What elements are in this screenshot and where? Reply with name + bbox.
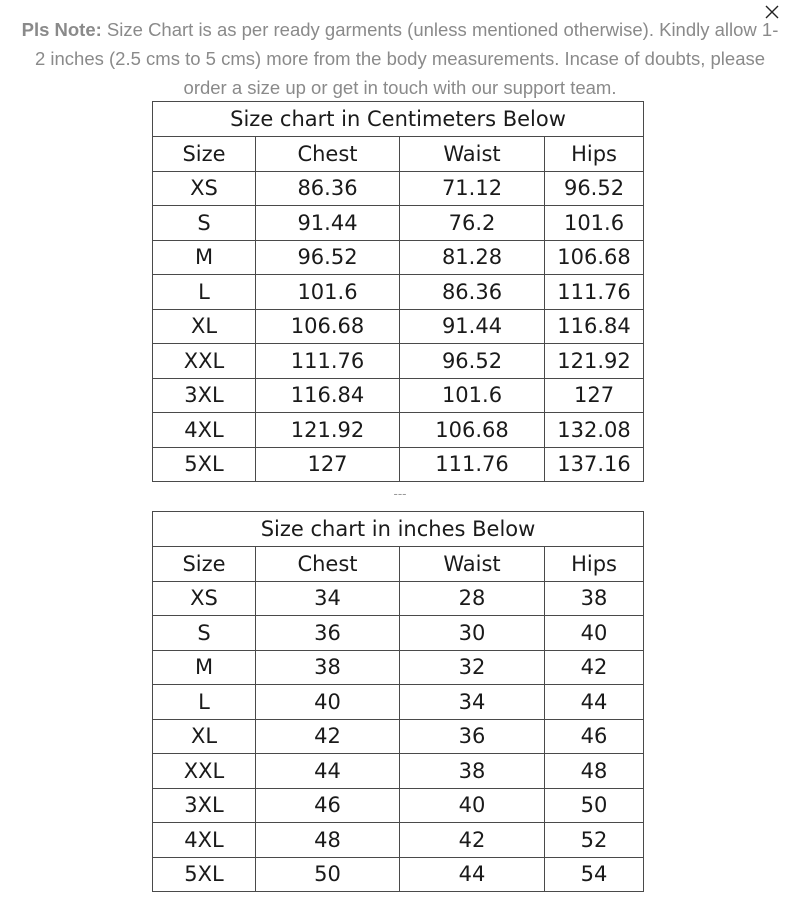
cell-size: L bbox=[153, 275, 256, 310]
cell-chest: 50 bbox=[256, 857, 400, 892]
cell-hips: 132.08 bbox=[545, 413, 644, 448]
cell-waist: 86.36 bbox=[400, 275, 545, 310]
cell-hips: 101.6 bbox=[545, 206, 644, 241]
cell-hips: 106.68 bbox=[545, 240, 644, 275]
cell-size: XXL bbox=[153, 344, 256, 379]
header-row bbox=[153, 547, 644, 582]
cell-hips: 52 bbox=[545, 823, 644, 858]
cell-waist: 81.28 bbox=[400, 240, 545, 275]
cell-chest: 106.68 bbox=[256, 309, 400, 344]
size-chart-inches bbox=[152, 511, 644, 892]
cell-waist: 96.52 bbox=[400, 344, 545, 379]
cell-waist: 36 bbox=[400, 719, 545, 754]
cell-chest: 86.36 bbox=[256, 171, 400, 206]
table-row bbox=[153, 788, 644, 823]
cell-chest: 116.84 bbox=[256, 378, 400, 413]
cell-hips: 96.52 bbox=[545, 171, 644, 206]
cell-size: S bbox=[153, 616, 256, 651]
cell-size: 5XL bbox=[153, 447, 256, 482]
cell-hips: 116.84 bbox=[545, 309, 644, 344]
cell-size: S bbox=[153, 206, 256, 241]
table-row bbox=[153, 378, 644, 413]
column-header-hips: Hips bbox=[545, 137, 644, 172]
column-header-chest: Chest bbox=[256, 547, 400, 582]
cell-hips: 50 bbox=[545, 788, 644, 823]
cell-size: 4XL bbox=[153, 413, 256, 448]
table-row bbox=[153, 447, 644, 482]
separator: --- bbox=[393, 486, 407, 501]
cell-hips: 54 bbox=[545, 857, 644, 892]
cell-hips: 40 bbox=[545, 616, 644, 651]
cell-size: 4XL bbox=[153, 823, 256, 858]
cell-chest: 36 bbox=[256, 616, 400, 651]
cell-size: XL bbox=[153, 719, 256, 754]
note-text: Size Chart is as per ready garments (unless mentioned otherwise). Kindly allow 1-2 inches (2.5 cms to 5 cms) more from the body measurements. Incase of doubts, please order a size up or get in touch with our support team. bbox=[34, 19, 779, 98]
table-row bbox=[153, 206, 644, 241]
cell-size: XS bbox=[153, 171, 256, 206]
table-row bbox=[153, 344, 644, 379]
cell-hips: 137.16 bbox=[545, 447, 644, 482]
cell-waist: 71.12 bbox=[400, 171, 545, 206]
cell-hips: 121.92 bbox=[545, 344, 644, 379]
cell-waist: 34 bbox=[400, 685, 545, 720]
cell-chest: 96.52 bbox=[256, 240, 400, 275]
cell-size: M bbox=[153, 240, 256, 275]
cell-size: L bbox=[153, 685, 256, 720]
cell-chest: 48 bbox=[256, 823, 400, 858]
cell-chest: 46 bbox=[256, 788, 400, 823]
column-header-size: Size bbox=[153, 137, 256, 172]
cell-size: 3XL bbox=[153, 378, 256, 413]
table-row bbox=[153, 754, 644, 789]
table-row bbox=[153, 240, 644, 275]
cell-size: XXL bbox=[153, 754, 256, 789]
cell-waist: 32 bbox=[400, 650, 545, 685]
cell-size: XL bbox=[153, 309, 256, 344]
cell-waist: 30 bbox=[400, 616, 545, 651]
table-row bbox=[153, 719, 644, 754]
cell-hips: 46 bbox=[545, 719, 644, 754]
cell-waist: 40 bbox=[400, 788, 545, 823]
cell-waist: 42 bbox=[400, 823, 545, 858]
table-row bbox=[153, 823, 644, 858]
cell-waist: 101.6 bbox=[400, 378, 545, 413]
cell-size: XS bbox=[153, 581, 256, 616]
cell-size: M bbox=[153, 650, 256, 685]
column-header-chest: Chest bbox=[256, 137, 400, 172]
size-note bbox=[20, 15, 780, 102]
cell-chest: 111.76 bbox=[256, 344, 400, 379]
header-row bbox=[153, 137, 644, 172]
table-row bbox=[153, 616, 644, 651]
cell-chest: 127 bbox=[256, 447, 400, 482]
cell-hips: 111.76 bbox=[545, 275, 644, 310]
table-row bbox=[153, 309, 644, 344]
column-header-waist: Waist bbox=[400, 137, 545, 172]
cell-waist: 28 bbox=[400, 581, 545, 616]
cell-size: 5XL bbox=[153, 857, 256, 892]
table-row bbox=[153, 581, 644, 616]
cell-waist: 38 bbox=[400, 754, 545, 789]
column-header-waist: Waist bbox=[400, 547, 545, 582]
cell-hips: 44 bbox=[545, 685, 644, 720]
cell-waist: 91.44 bbox=[400, 309, 545, 344]
size-chart-centimeters bbox=[152, 101, 644, 482]
cell-chest: 42 bbox=[256, 719, 400, 754]
table-row bbox=[153, 685, 644, 720]
cell-waist: 106.68 bbox=[400, 413, 545, 448]
cell-chest: 38 bbox=[256, 650, 400, 685]
cell-size: 3XL bbox=[153, 788, 256, 823]
cell-chest: 121.92 bbox=[256, 413, 400, 448]
cell-waist: 111.76 bbox=[400, 447, 545, 482]
chart-title: Size chart in Centimeters Below bbox=[153, 102, 644, 137]
table-row bbox=[153, 413, 644, 448]
cell-chest: 40 bbox=[256, 685, 400, 720]
table-row bbox=[153, 171, 644, 206]
cell-hips: 48 bbox=[545, 754, 644, 789]
cell-hips: 42 bbox=[545, 650, 644, 685]
chart-title: Size chart in inches Below bbox=[153, 512, 644, 547]
cell-chest: 44 bbox=[256, 754, 400, 789]
column-header-size: Size bbox=[153, 547, 256, 582]
table-row bbox=[153, 275, 644, 310]
cell-hips: 38 bbox=[545, 581, 644, 616]
cell-chest: 101.6 bbox=[256, 275, 400, 310]
cell-chest: 91.44 bbox=[256, 206, 400, 241]
cell-waist: 44 bbox=[400, 857, 545, 892]
cell-waist: 76.2 bbox=[400, 206, 545, 241]
cell-hips: 127 bbox=[545, 378, 644, 413]
table-row bbox=[153, 650, 644, 685]
note-label: Pls Note: bbox=[21, 19, 102, 40]
cell-chest: 34 bbox=[256, 581, 400, 616]
column-header-hips: Hips bbox=[545, 547, 644, 582]
table-row bbox=[153, 857, 644, 892]
